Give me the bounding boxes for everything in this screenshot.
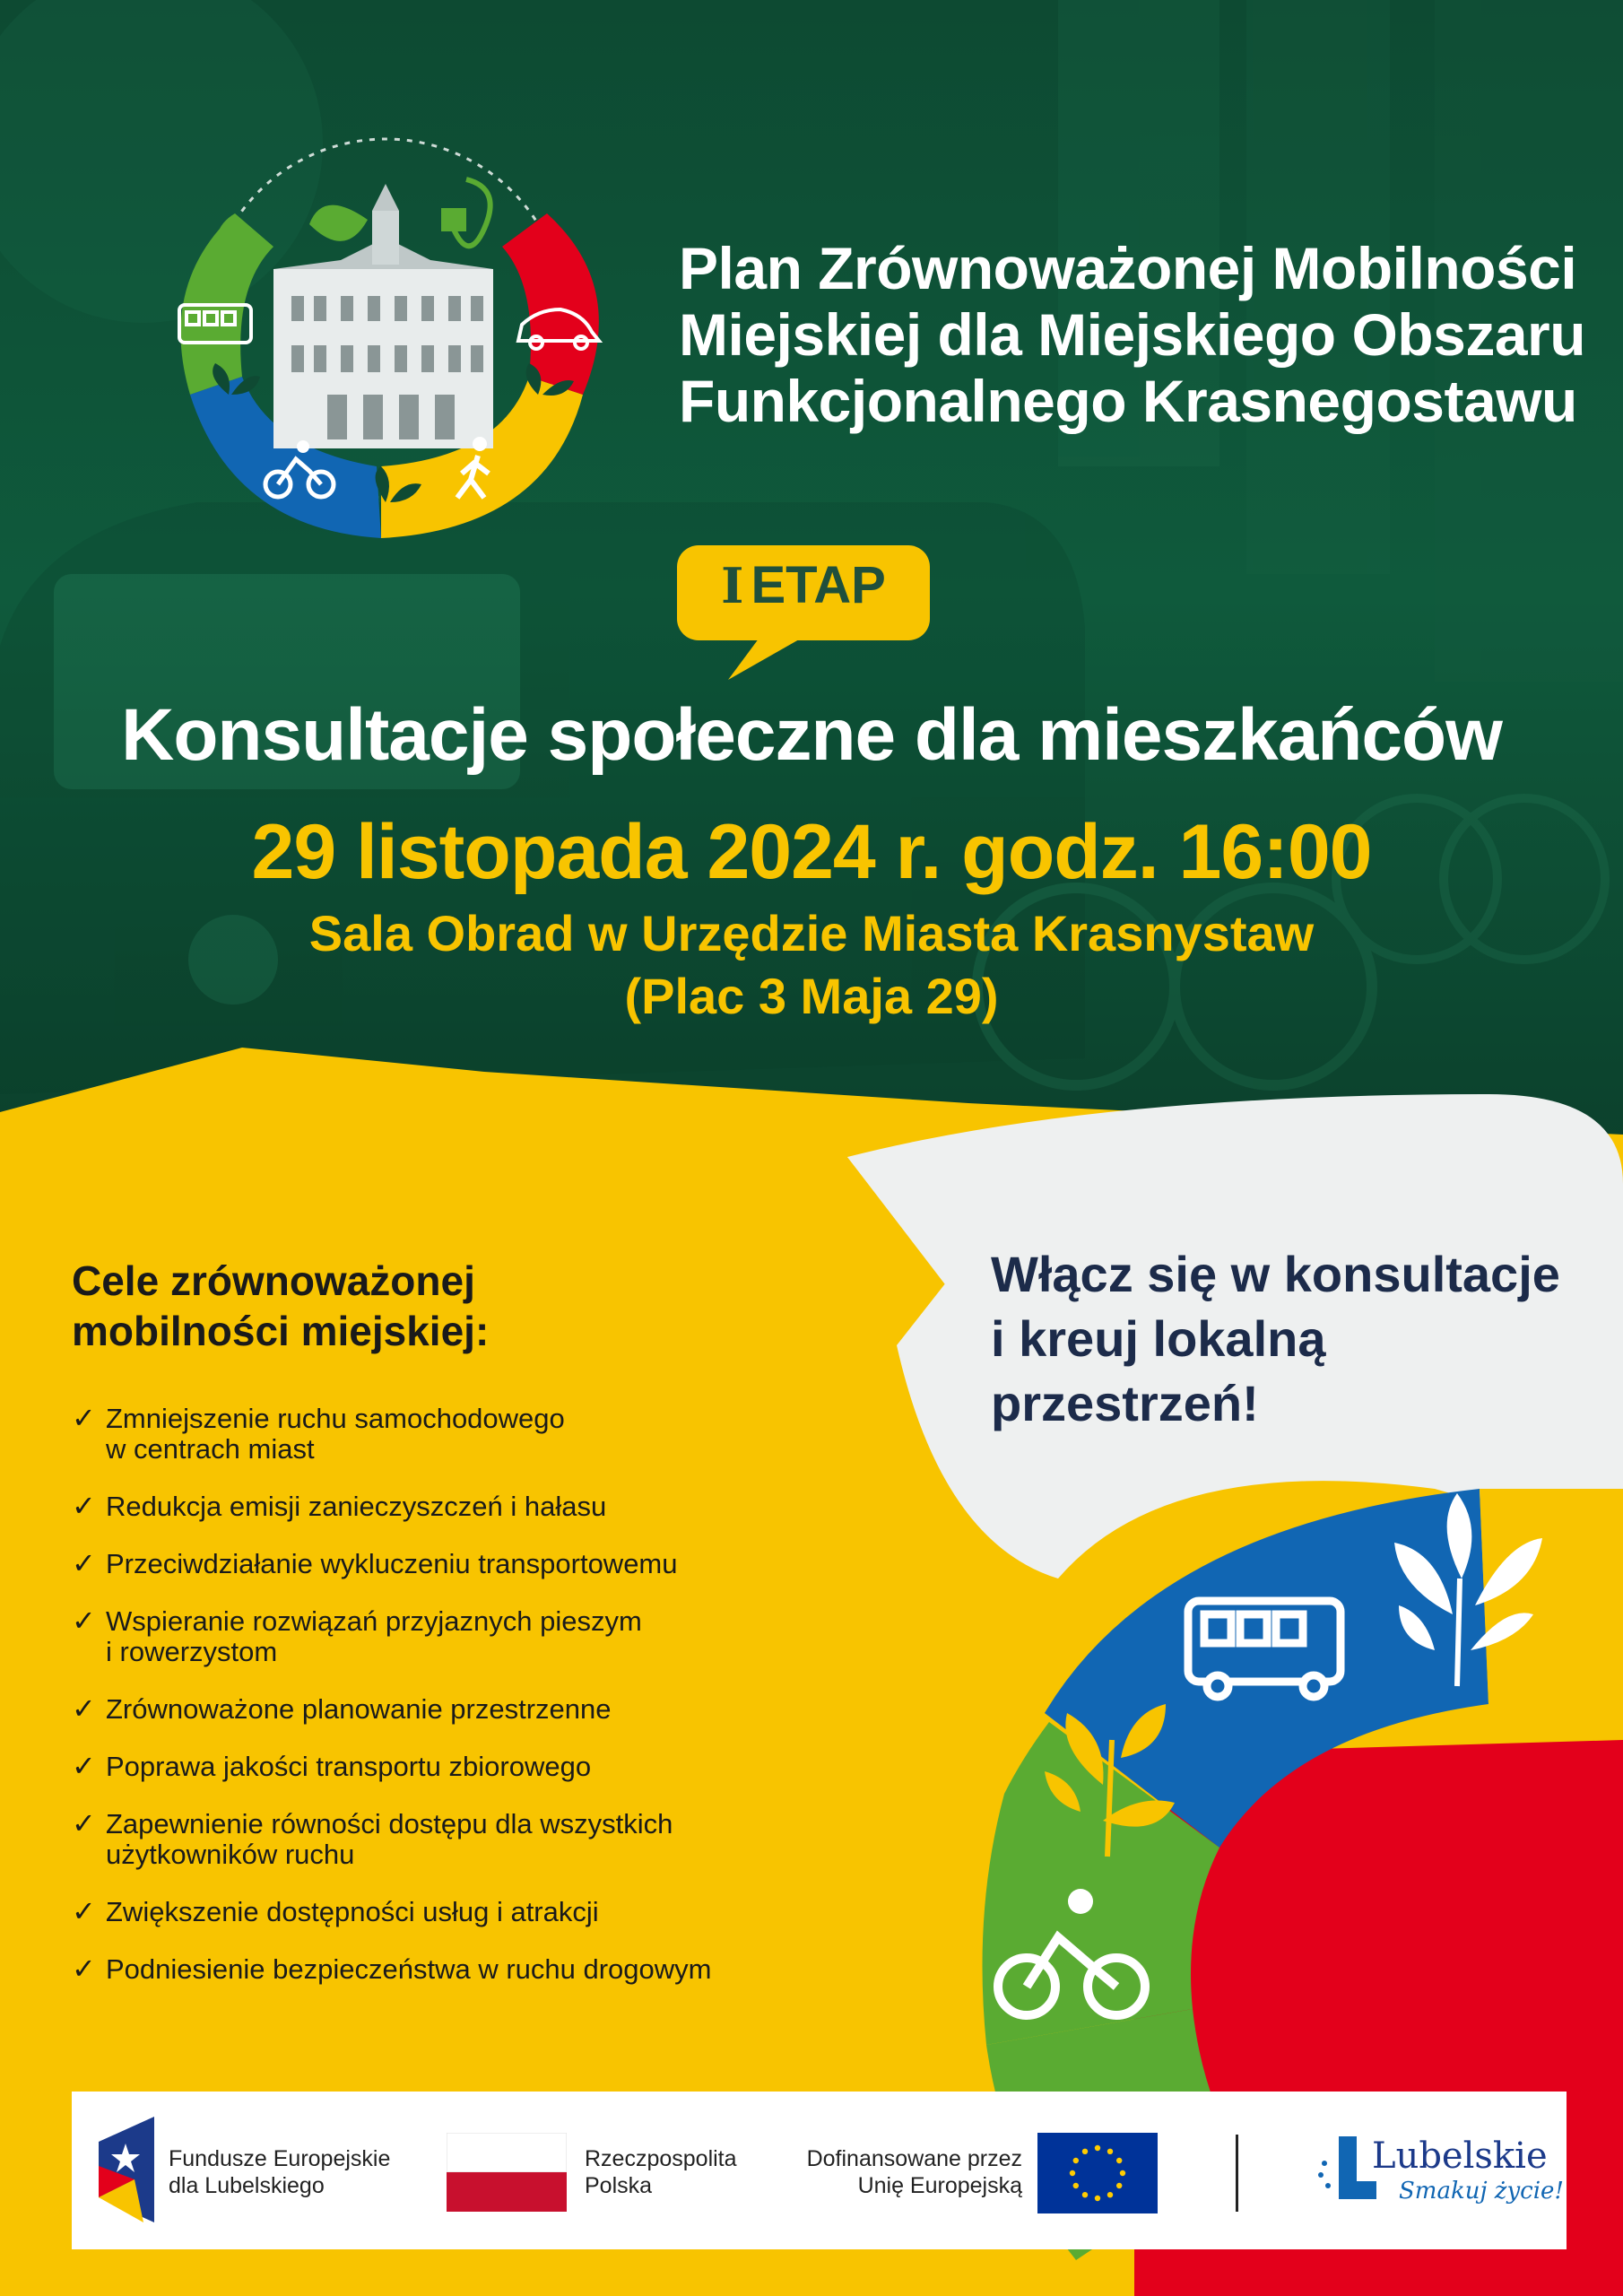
- eu-star: [1107, 2149, 1113, 2154]
- stage-number: I: [721, 557, 744, 614]
- goal-item: ✓ Wspieranie rozwiązań przyjaznych pieszym i rowerzystom: [72, 1605, 642, 1667]
- eu-star: [1107, 2192, 1113, 2197]
- goal-item: ✓ Redukcja emisji zanieczyszczeń i hałasu: [72, 1490, 607, 1522]
- eu-line1: Dofinansowane przez: [806, 2146, 1022, 2171]
- stage-label: [681, 554, 925, 617]
- checkmark-icon: ✓: [72, 1402, 96, 1434]
- eu-flag-icon: [1037, 2133, 1158, 2213]
- plan-title: [679, 235, 1586, 434]
- event-address: (Plac 3 Maja 29): [624, 968, 999, 1024]
- checkmark-icon: ✓: [72, 1547, 96, 1579]
- goals-heading-line2: mobilności miejskiej:: [72, 1308, 490, 1354]
- event-headline: Konsultacje społeczne dla mieszkańców: [121, 694, 1502, 776]
- logo-separator: [1236, 2135, 1238, 2212]
- rp-line1: Rzeczpospolita: [585, 2146, 737, 2171]
- plan-title-line3: Funkcjonalnego Krasnegostawu: [679, 368, 1577, 434]
- call-to-action: [991, 1242, 1601, 1436]
- rp-logo-text: [585, 2145, 737, 2199]
- fe-line1: Fundusze Europejskie: [169, 2146, 391, 2171]
- goals-heading-line1: Cele zrównoważonej: [72, 1257, 475, 1304]
- eu-line2: Unię Europejską: [857, 2173, 1022, 2198]
- checkmark-icon: ✓: [72, 1895, 96, 1927]
- lubelskie-name: Lubelskie: [1372, 2135, 1548, 2177]
- goals-heading: [72, 1256, 610, 1356]
- goal-item: ✓ Poprawa jakości transportu zbiorowego: [72, 1750, 592, 1782]
- goal-item: ✓ Zwiększenie dostępności usług i atrakcji: [72, 1895, 599, 1927]
- lubelskie-logo-icon: [1314, 2132, 1381, 2204]
- eu-star: [1070, 2170, 1075, 2176]
- checkmark-icon: ✓: [72, 1692, 96, 1725]
- event-venue: Sala Obrad w Urzędzie Miasta Krasnystaw: [308, 905, 1315, 961]
- eu-star: [1095, 2196, 1100, 2201]
- eu-star: [1073, 2183, 1079, 2188]
- ring-yellow-segment: [1480, 1489, 1623, 1704]
- checkmark-icon: ✓: [72, 1750, 96, 1782]
- goal-item: ✓ Przeciwdziałanie wykluczeniu transportowemu: [72, 1547, 678, 1579]
- eu-star: [1116, 2158, 1122, 2163]
- lubelskie-tagline: Smakuj życie!: [1399, 2178, 1564, 2205]
- goal-item: ✓ Podniesienie bezpieczeństwa w ruchu drogowym: [72, 1952, 712, 1985]
- checkmark-icon: ✓: [72, 1490, 96, 1522]
- funding-logos-bar: [72, 2092, 1567, 2249]
- checkmark-icon: ✓: [72, 1605, 96, 1637]
- fe-line2: dla Lubelskiego: [169, 2173, 325, 2198]
- polish-flag-icon: [447, 2133, 567, 2212]
- plan-title-line1: Plan Zrównoważonej Mobilności: [679, 235, 1577, 301]
- goal-item: ✓ Zrównoważone planowanie przestrzenne: [72, 1692, 612, 1725]
- checkmark-icon: ✓: [72, 1807, 96, 1839]
- fe-logo-text: [169, 2145, 390, 2199]
- cta-line2: i kreuj lokalną przestrzeń!: [991, 1310, 1326, 1431]
- checkmark-icon: ✓: [72, 1952, 96, 1985]
- rp-line2: Polska: [585, 2173, 653, 2198]
- eu-star: [1073, 2158, 1079, 2163]
- goals-list: [72, 1404, 879, 2012]
- plan-title-line2: Miejskiej dla Miejskiego Obszaru: [679, 301, 1586, 368]
- stage-word: ETAP: [751, 556, 886, 614]
- eu-star: [1082, 2149, 1088, 2154]
- eu-star: [1116, 2183, 1122, 2188]
- eu-star: [1120, 2170, 1125, 2176]
- event-date: 29 listopada 2024 r. godz. 16:00: [251, 809, 1372, 895]
- fe-logo-icon: [99, 2117, 154, 2222]
- eu-logo-text: [771, 2145, 1022, 2199]
- eu-star: [1082, 2192, 1088, 2197]
- goal-item: ✓ Zmniejszenie ruchu samochodowego w centrach miast: [72, 1402, 565, 1465]
- cta-line1: Włącz się w konsultacje: [991, 1246, 1560, 1302]
- goal-item: ✓ Zapewnienie równości dostępu dla wszystkich użytkowników ruchu: [72, 1807, 673, 1870]
- eu-star: [1095, 2145, 1100, 2151]
